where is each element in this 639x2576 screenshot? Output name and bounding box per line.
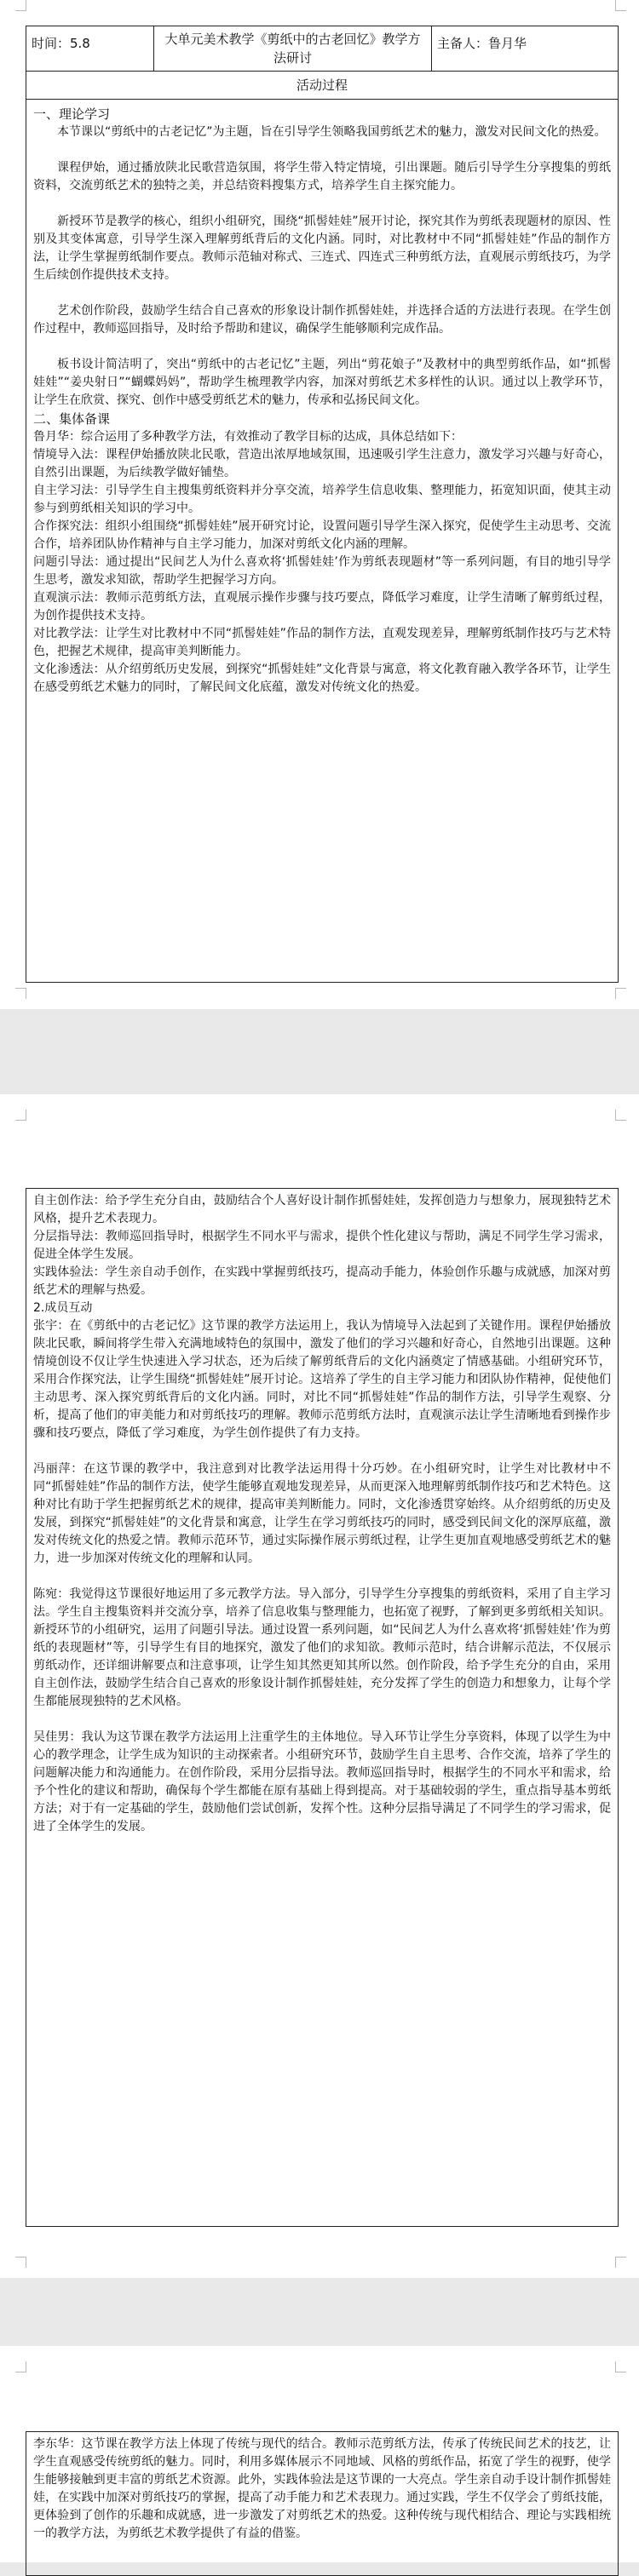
table-header-row [26,26,618,72]
method-item: 对比教学法：让学生对比教材中不同“抓髻娃娃”作品的制作方法，直观发现差异，理解剪纸制作技巧与艺术特色，把握艺术规律，提高审美判断能力。 [33,627,611,658]
page-corner-mark [615,0,626,11]
method-item: 合作探究法：组织小组围绕“抓髻娃娃”展开研究讨论，设置问题引导学生深入探究，促使学生主动思考、交流合作，培养团队协作精神与自主学习能力，加深对剪纸文化内涵的理解。 [33,519,611,551]
document-page-2 [0,1094,639,2278]
method-item: 实践体验法：学生亲自动手创作，在实践中掌握剪纸技巧，提高动手能力，体验创作乐趣与成就感，加深对剪纸艺术的理解与热爱。 [33,1265,611,1297]
process-title: 活动过程 [26,72,618,100]
member-comment: 李东华：这节课在教学方法上体现了传统与现代的结合。教师示范剪纸方法，传承了传统民间艺术的技艺，让学生直观感受传统剪纸的魅力。同时，利用多媒体展示不同地域、风格的剪纸作品，拓宽了学生的视野，使学生能够接触到更丰富的剪纸艺术资源。此外，实践体验法是这节课的一大亮点。学生亲自动手设计制作抓髻娃娃，在实践中加深对剪纸技巧的掌握，提高了动手能力和艺术表现力。通过实践，学生不仅学会了剪纸技能，更体验到了创作的乐趣和成就感，进一步激发了对剪纸艺术的热爱。这种传统与现代相结合、理论与实践相统一的教学方法，为剪纸艺术教学提供了有益的借鉴。 [33,2437,611,2540]
preparer-cell: 主备人：鲁月华 [437,36,527,51]
activity-record-table-continued [26,1188,619,2227]
method-item: 分层指导法：教师巡回指导时，根据学生不同水平与需求，提供个性化建议与帮助，满足不同学生学习需求，促进全体学生发展。 [33,1230,611,1261]
method-item: 文化渗透法：从介绍剪纸历史发展，到探究“抓髻娃娃”文化背景与寓意，将文化教育融入教学各环节，让学生在感受剪纸艺术魅力的同时，了解民间文化底蕴，激发对传统文化的热爱。 [33,663,611,694]
method-item: 直观演示法：教师示范剪纸方法，直观展示操作步骤与技巧要点，降低学习难度，让学生清晰了解剪纸过程，为创作提供技术支持。 [33,591,611,622]
member-comment: 冯丽萍：在这节课的教学中，我注意到对比教学法运用得十分巧妙。在小组研究时，让学生对比教材中不同“抓髻娃娃”作品的制作方法，使学生能够直观地发现差异，从而更深入地理解剪纸制作技巧和艺术特色。这种对比有助于学生把握剪纸艺术的规律，提高审美判断能力。同时，文化渗透贯穿始终。从介绍剪纸的历史及发展，到探究“抓髻娃娃”的文化背景和寓意，让学生在学习剪纸技巧的同时，感受到民间文化的深厚底蕴，激发对传统文化的热爱之情。教师示范环节，通过实际操作展示剪纸过程，让学生更加直观地感受剪纸艺术的魅力，进一步加深对传统文化的理解和认同。 [33,1462,611,1565]
page-corner-mark [615,988,626,999]
member-comment: 陈宛：我觉得这节课很好地运用了多元教学方法。导入部分，引导学生分享搜集的剪纸资料，采用了自主学习法。学生自主搜集资料并交流分享，培养了信息收集与整理能力，也拓宽了视野，了解到更多剪纸相关知识。新授环节的小组研究，运用了问题引导法。通过设置一系列问题，如“民间艺人为什么喜欢将‘抓髻娃娃’作为剪纸的表现题材”等，引导学生有目的地探究，激发了他们的求知欲。教师示范时，结合讲解示范法，不仅展示剪纸动作，还详细讲解要点和注意事项，让学生知其然更知其所以然。创作阶段，给予学生充分的自由，采用自主创作法，鼓励学生结合自己喜欢的形象设计制作抓髻娃娃，充分发挥了学生的创造力和想象力，让每个学生都能展现独特的艺术风格。 [33,1587,611,1708]
section-heading-collective: 二、集体备课 [33,411,111,427]
document-page-1 [0,0,639,1009]
title-cell: 大单元美术教学《剪纸中的古老回忆》教学方法研讨 [154,26,432,71]
page-corner-mark [615,2257,626,2268]
method-item: 情境导入法：课程伊始播放陕北民歌，营造出浓厚地域氛围，迅速吸引学生注意力，激发学习兴趣与好奇心，自然引出课题，为后续教学做好铺垫。 [33,448,611,479]
page-corner-mark [15,1110,26,1121]
time-cell: 时间：5.8 [26,26,154,71]
page-corner-mark [615,2361,626,2372]
sub-heading-member-interaction: 2.成员互动 [33,1301,93,1315]
document-page-3 [0,2346,639,2562]
theory-paragraph: 艺术创作阶段，鼓励学生结合自己喜欢的形象设计制作抓髻娃娃，并选择合适的方法进行表现。在学生创作过程中，教师巡回指导，及时给予帮助和建议，确保学生能够顺利完成作品。 [33,304,611,336]
page-corner-mark [15,988,26,999]
section-heading-theory: 一、理论学习 [33,106,111,122]
theory-paragraph: 板书设计简洁明了，突出“剪纸中的古老记忆”主题，列出“剪花娘子”及教材中的典型剪纸作品，如“抓髻娃娃”“姜央射日”“蝴蝶妈妈”，帮助学生梳理教学内容，加深对剪纸艺术多样性的认识。通过以上教学环节，让学生在欣赏、探究、创作中感受剪纸艺术的魅力，传承和弘扬民间文化。 [33,358,611,407]
member-comment: 吴佳男：我认为这节课在教学方法运用上注重学生的主体地位。导入环节让学生分享资料，体现了以学生为中心的教学理念，让学生成为知识的主动探索者。小组研究环节，鼓励学生自主思考、合作交流，培养了学生的问题解决能力和沟通能力。在创作阶段，采用分层指导法。教师巡回指导时，根据学生的不同水平和需求，给予个性化的建议和帮助，确保每个学生都能在原有基础上得到提高。对于基础较弱的学生，重点指导基本剪纸方法；对于有一定基础的学生，鼓励他们尝试创新，发挥个性。这种分层指导满足了不同学生的学习需求，促进了全体学生的发展。 [33,1730,611,1833]
method-item: 问题引导法：通过提出“民间艺人为什么喜欢将‘抓髻娃娃’作为剪纸表现题材”等一系列问题，有目的地引导学生思考，激发求知欲，帮助学生把握学习方向。 [33,555,611,587]
method-summary-intro: 鲁月华：综合运用了多种教学方法，有效推动了教学目标的达成，具体总结如下： [33,430,463,444]
member-comment: 张宇：在《剪纸中的古老记忆》这节课的教学方法运用上，我认为情境导入法起到了关键作用。课程伊始播放陕北民歌，瞬间将学生带入充满地域特色的氛围中，激发了他们的学习兴趣和好奇心，自然地引出课题。这种情境创设不仅让学生快速进入学习状态，还为后续了解剪纸背后的文化内涵奠定了情感基础。小组研究环节，采用合作探究法，让学生围绕“抓髻娃娃”展开讨论。这培养了学生的自主学习能力和团队协作精神，促使他们主动思考、深入探究剪纸背后的文化内涵。同时，对比不同“抓髻娃娃”作品的制作方法，引导学生观察、分析，提高了他们的审美能力和对剪纸技巧的理解。教师示范剪纸方法时，直观演示法让学生清晰地看到操作步骤和技巧要点，降低了学习难度，为学生创作提供了有力支持。 [33,1319,611,1440]
page-corner-mark [615,1110,626,1121]
page-corner-mark [15,0,26,11]
page-corner-mark [15,2361,26,2372]
theory-paragraph: 本节课以“剪纸中的古老记忆”为主题，旨在引导学生领略我国剪纸艺术的魅力，激发对民间文化的热爱。 [57,125,607,139]
activity-record-table-continued [26,2431,619,2576]
method-item: 自主创作法：给予学生充分自由，鼓励结合个人喜好设计制作抓髻娃娃，发挥创造力与想象力，展现独特艺术风格，提升艺术表现力。 [33,1194,611,1225]
activity-record-table [26,26,619,983]
page-corner-mark [15,2257,26,2268]
method-item: 自主学习法：引导学生自主搜集剪纸资料并分享交流，培养学生信息收集、整理能力，拓宽知识面，使其主动参与到剪纸相关知识的学习中。 [33,484,611,515]
theory-paragraph: 课程伊始，通过播放陕北民歌营造氛围，将学生带入特定情境，引出课题。随后引导学生分享搜集的剪纸资料，交流剪纸艺术的独特之美，并总结资料搜集方式，培养学生自主探究能力。 [33,161,611,192]
theory-paragraph: 新授环节是教学的核心，组织小组研究，围绕“抓髻娃娃”展开讨论，探究其作为剪纸表现题材的原因、性别及其变体寓意，引导学生深入理解剪纸背后的文化内涵。同时，对比教材中不同“抓髻娃娃”作品的制作方法，让学生掌握剪纸制作要点。教师示范轴对称式、三连式、四连式三种剪纸方法，直观展示剪纸技巧，为学生后续创作提供技术支持。 [33,215,611,282]
